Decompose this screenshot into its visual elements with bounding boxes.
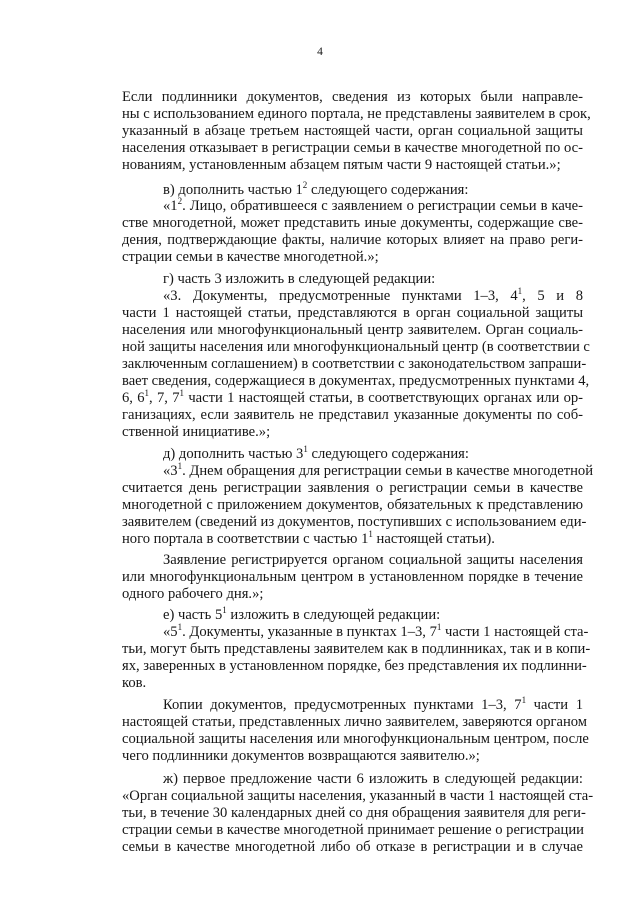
text-span: социальной защиты населения или многофункциональным центром, после bbox=[122, 731, 589, 747]
text-span: дения, подтверждающие факты, наличие которых влияет на право реги- bbox=[122, 232, 583, 248]
text-line bbox=[122, 390, 583, 407]
text-span: ях, заверенных в установленном порядке, без представления их подлинни- bbox=[122, 658, 587, 674]
text-span: следующего содержания: bbox=[307, 446, 469, 462]
text-line bbox=[122, 305, 583, 322]
text-line bbox=[122, 157, 561, 174]
superscript: 2 bbox=[177, 196, 183, 206]
text-span: изложить в следующей редакции: bbox=[226, 607, 441, 623]
text-line bbox=[122, 373, 590, 390]
text-span: настоящей статьи). bbox=[372, 531, 495, 547]
text-span: ны с использованием единого портала, не представлены заявителем в срок, bbox=[122, 106, 591, 122]
superscript: 1 bbox=[177, 461, 183, 471]
superscript: 1 bbox=[303, 444, 308, 454]
text-line bbox=[122, 123, 583, 140]
text-line bbox=[122, 232, 583, 249]
text-line bbox=[122, 339, 590, 356]
text-span: «3. Документы, предусмотренные пунктами 1–3, 4 bbox=[163, 288, 518, 304]
text-span: следующего содержания: bbox=[307, 182, 469, 198]
text-span: населения отказывает в регистрации семьи в качестве многодетной по ос- bbox=[122, 140, 583, 156]
text-line bbox=[163, 198, 583, 215]
text-line bbox=[163, 446, 469, 463]
superscript: 1 bbox=[368, 529, 373, 539]
text-span: «5 bbox=[163, 624, 178, 640]
page-number: 4 bbox=[317, 46, 323, 58]
text-span: . Днем обращения для регистрации семьи в качестве многодетной bbox=[182, 463, 594, 479]
text-span: в) дополнить частью 1 bbox=[163, 182, 303, 198]
text-line bbox=[122, 641, 591, 658]
text-line bbox=[122, 805, 586, 822]
text-line bbox=[122, 356, 587, 373]
text-line bbox=[163, 622, 589, 641]
text-line bbox=[122, 407, 583, 424]
text-line bbox=[122, 480, 583, 497]
text-span: Если подлинники документов, сведения из которых были направле- bbox=[122, 89, 583, 105]
text-span: ков. bbox=[122, 675, 147, 691]
text-span: заключенным соглашением) в соответствии с законодательством запраши- bbox=[122, 356, 587, 372]
text-line bbox=[122, 714, 588, 731]
text-line bbox=[122, 322, 583, 339]
text-span: «1 bbox=[163, 198, 178, 214]
text-span: тьи, в течение 30 календарных дней со дня обращения заявителя для реги- bbox=[122, 805, 586, 821]
text-span: вает сведения, содержащиеся в документах, предусмотренных пунктами 4, bbox=[122, 373, 590, 389]
text-line bbox=[122, 497, 583, 514]
text-line bbox=[163, 182, 468, 199]
text-span: ственной инициативе.»; bbox=[122, 424, 271, 440]
text-span: части 1 настоящей статьи, в соответствующих органах или ор- bbox=[184, 390, 584, 406]
text-line bbox=[122, 748, 480, 765]
superscript: 1 bbox=[179, 388, 185, 398]
text-line bbox=[163, 271, 435, 288]
text-span: тьи, могут быть представлены заявителем как в подлинниках, так и в копи- bbox=[122, 641, 591, 657]
text-span: 6, 6 bbox=[122, 390, 145, 406]
text-span: , 7, 7 bbox=[149, 390, 180, 406]
text-span: заявителем (сведений из документов, поступивших с использованием еди- bbox=[122, 514, 587, 530]
superscript: 1 bbox=[222, 605, 227, 615]
text-span: считается день регистрации заявления о регистрации семьи в качестве bbox=[122, 480, 583, 496]
text-span: стве многодетной, может представить иные документы, содержащие све- bbox=[122, 215, 583, 231]
text-span: г) часть 3 изложить в следующей редакции: bbox=[163, 271, 436, 287]
text-span: е) часть 5 bbox=[163, 607, 223, 623]
text-span: страции семьи в качестве многодетной принимает решение о регистрации bbox=[122, 822, 584, 838]
text-line bbox=[163, 697, 583, 714]
text-span: населения или многофункциональный центр заявителем. Орган социаль- bbox=[122, 322, 583, 338]
text-line bbox=[122, 675, 146, 692]
text-line bbox=[163, 461, 594, 480]
text-line bbox=[122, 514, 587, 531]
text-line bbox=[122, 731, 589, 748]
text-span: ного портала в соответствии с частью 1 bbox=[122, 531, 369, 547]
text-line bbox=[122, 140, 583, 157]
text-line bbox=[163, 771, 583, 788]
text-line bbox=[163, 552, 583, 569]
text-line bbox=[122, 839, 583, 856]
text-line bbox=[122, 586, 263, 603]
text-span: или многофункциональным центром в установленном порядке в течение bbox=[122, 569, 583, 585]
text-line bbox=[122, 822, 583, 839]
text-span: указанный в абзаце третьем настоящей части, орган социальной защиты bbox=[122, 123, 583, 139]
text-span: ж) первое предложение части 6 изложить в следующей редакции: bbox=[163, 771, 583, 787]
text-line bbox=[122, 569, 583, 586]
text-line bbox=[163, 288, 583, 305]
text-span: чего подлинники документов возвращаются заявителю.»; bbox=[122, 748, 480, 764]
text-line bbox=[122, 658, 587, 675]
text-span: части 1 bbox=[526, 697, 583, 713]
text-line bbox=[122, 249, 379, 266]
text-span: настоящей статьи, представленных лично заявителем, заверяются органом bbox=[122, 714, 588, 730]
text-span: . Документы, указанные в пунктах 1–3, 7 bbox=[182, 624, 437, 640]
text-span: одного рабочего дня.»; bbox=[122, 586, 264, 602]
text-line bbox=[122, 788, 594, 805]
text-span: «Орган социальной защиты населения, указанный в части 1 настоящей ста- bbox=[122, 788, 594, 804]
text-line bbox=[122, 531, 495, 548]
superscript: 1 bbox=[144, 388, 150, 398]
superscript: 1 bbox=[177, 622, 183, 632]
superscript: 2 bbox=[302, 180, 308, 190]
text-line bbox=[122, 215, 583, 232]
text-line bbox=[122, 424, 270, 441]
text-line bbox=[163, 607, 440, 624]
superscript: 1 bbox=[521, 695, 527, 705]
text-line bbox=[122, 89, 583, 106]
text-span: страции семьи в качестве многодетной.»; bbox=[122, 249, 379, 265]
text-span: ганизациях, если заявитель не представил указанные документы по соб- bbox=[122, 407, 583, 423]
text-span: Заявление регистрируется органом социальной защиты населения bbox=[163, 552, 583, 568]
text-span: Копии документов, предусмотренных пунктами 1–3, 7 bbox=[163, 697, 522, 713]
superscript: 1 bbox=[436, 622, 442, 632]
text-span: . Лицо, обратившееся с заявлением о регистрации семьи в каче- bbox=[182, 198, 583, 214]
superscript: 1 bbox=[517, 286, 523, 296]
text-span: ной защиты населения или многофункциональный центр (в соответствии с bbox=[122, 339, 590, 355]
text-span: , 5 и 8 bbox=[522, 288, 583, 304]
text-span: д) дополнить частью 3 bbox=[163, 446, 304, 462]
text-line bbox=[122, 106, 591, 123]
text-span: части 1 настоящей ста- bbox=[441, 624, 589, 640]
text-span: семьи в качестве многодетной либо об отказе в регистрации и в случае bbox=[122, 839, 583, 855]
text-span: нованиям, установленным абзацем пятым части 9 настоящей статьи.»; bbox=[122, 157, 561, 173]
text-span: многодетной с приложением документов, обязательных к представлению bbox=[122, 497, 583, 513]
text-span: части 1 настоящей статьи, представляются в орган социальной защиты bbox=[122, 305, 583, 321]
text-span: «3 bbox=[163, 463, 178, 479]
